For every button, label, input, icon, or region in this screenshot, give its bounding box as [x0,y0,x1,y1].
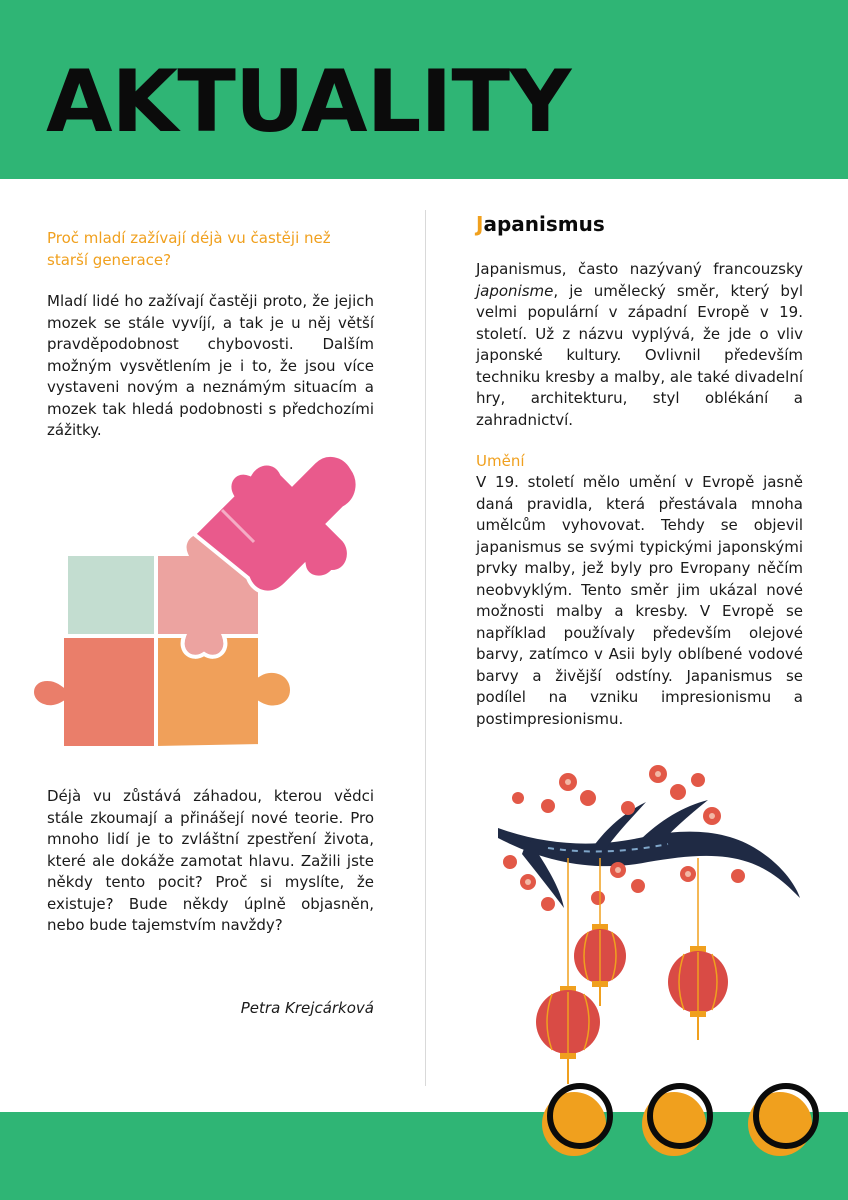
subheading-umeni: Umění [476,452,525,470]
lantern-3 [536,986,600,1084]
heading-rest: apanismus [483,212,605,236]
article-question: Proč mladí zažívají déjà vu častěji než starší generace? [47,229,331,269]
puzzle-illustration [28,448,368,758]
japanismus-paragraph-2: V 19. století mělo umění v Evropě jasně daná pravidla, která přestávala mnoha umělcům vyhovovat. Tehdy se objevil japanismus se svými typickými japonskými prvky malby, jež byly pro Evropany něčím neobvyklým. Tento směr jim ukázal nové možnosti malby a kresby. V Evropě se například používaly především olejové barvy, zatímco v Asii byly oblíbené vodové barvy a živější odstíny. Japanismus se podílel na vzniku impresionismu a postimpresionismu. [476,473,803,728]
p1-italic: japonisme [476,281,554,300]
p1-after: , je umělecký směr, který byl velmi populární v západní Evropě v 19. století. Už z názvu vyplývá, že jde o vliv japonské kultury. Ovlivnil především techniku kresby a malby, ale také divadelní hry, architekturu, styl oblékání a zahradnictví. [476,281,803,429]
article-paragraph-1: Mladí lidé ho zažívají častěji proto, že jejich mozek se stále vyvíjí, a tak je u něj větší pravděpodobnost chybovosti. Dalším možným vysvětlením je i to, že jsou více vystaveni novým a neznámým situacím a mozek tak hledá podobnosti s předchozími zážitky. [47,292,374,439]
section-heading [476,210,605,238]
circle-2 [642,1086,710,1156]
japanismus-paragraph-1 [476,259,803,431]
heading-initial: J [476,212,484,236]
puzzle-piece-orange [156,636,292,748]
article-paragraph-2: Déjà vu zůstává záhadou, kterou vědci stále zkoumají a přinášejí nové teorie. Pro mnoho lidí je to zvláštní zpestření života, které ale dokáže zamotat hlavu. Zažili jste někdy tento pocit? Proč si myslíte, že existuje? Bude někdy úplně objasněn, nebo bude tajemstvím navždy? [47,787,374,934]
header-band [0,0,848,179]
circle-3 [748,1086,816,1156]
p1-before: Japanismus, často nazývaný francouzsky [476,260,803,278]
circle-1 [542,1086,610,1156]
author-name: Petra Krejcárková [240,999,374,1017]
puzzle-piece-coral [32,636,156,748]
cherry-blossom-lanterns-illustration [488,758,818,1088]
column-divider [425,210,426,1086]
lantern-2 [668,946,728,1040]
page-title: AKTUALITY [46,52,571,152]
decorative-circles [536,1080,826,1160]
